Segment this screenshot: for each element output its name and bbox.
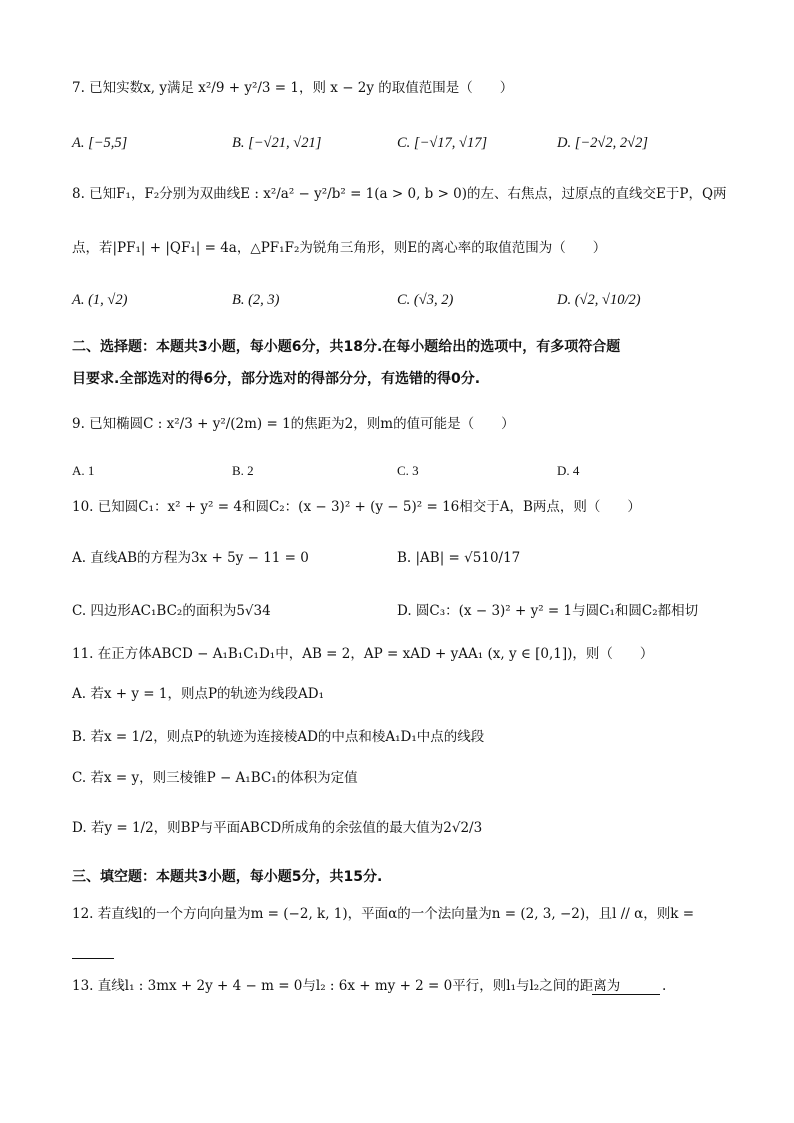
q8-stem-line1: 8. 已知F₁，F₂分别为双曲线E : x²/a² − y²/b² = 1(a > 0, b > 0)的左、右焦点，过原点的直线交E于P，Q两 (72, 186, 727, 202)
q10-option-d: D. 圆C₃：(x − 3)² + y² = 1与圆C₁和圆C₂都相切 (397, 603, 699, 619)
q8-option-d: D. (√2, √10/2) (557, 292, 641, 308)
q10-option-c: C. 四边形AC₁BC₂的面积为5√34 (72, 603, 271, 619)
q7-stem: 7. 已知实数x, y满足 x²/9 + y²/3 = 1，则 x − 2y 的取值范围是（ ） (72, 80, 514, 96)
q9-stem: 9. 已知椭圆C : x²/3 + y²/(2m) = 1的焦距为2，则m的值可能是（ ） (72, 416, 515, 432)
q13-stem: 13. 直线l₁ : 3mx + 2y + 4 − m = 0与l₂ : 6x + my + 2 = 0平行，则l₁与l₂之间的距离为 (72, 978, 621, 994)
q12-stem: 12. 若直线l的一个方向向量为m = (−2, k, 1)，平面α的一个法向量为n = (2, 3, −2)，且l // α，则k = (72, 906, 695, 922)
q11-option-a: A. 若x + y = 1，则点P的轨迹为线段AD₁ (72, 686, 325, 702)
q11-option-b: B. 若x = 1/2，则点P的轨迹为连接棱AD的中点和棱A₁D₁中点的线段 (72, 729, 485, 745)
q9-option-a: A. 1 (72, 463, 95, 478)
q7-option-c: C. [−√17, √17] (397, 135, 488, 151)
q11-option-c: C. 若x = y，则三棱锥P − A₁BC₁的体积为定值 (72, 770, 358, 786)
q11-option-d: D. 若y = 1/2，则BP与平面ABCD所成角的余弦值的最大值为2√2/3 (72, 820, 483, 836)
q7-option-a: A. [−5,5] (72, 135, 128, 151)
section2-heading-line1: 二、选择题：本题共3小题，每小题6分，共18分.在每小题给出的选项中，有多项符合题 (72, 339, 621, 355)
q7-option-d: D. [−2√2, 2√2] (557, 135, 648, 151)
q10-option-b: B. |AB| = √510/17 (397, 550, 521, 566)
q8-option-c: C. (√3, 2) (397, 292, 454, 308)
q13-answer-blank[interactable] (592, 980, 660, 995)
q11-stem: 11. 在正方体ABCD − A₁B₁C₁D₁中，AB = 2，AP = xAD + yAA₁ (x, y ∈ [0,1])，则（ ） (72, 646, 654, 662)
q8-option-a: A. (1, √2) (72, 292, 128, 308)
section2-heading-line2: 目要求.全部选对的得6分，部分选对的得部分分，有选错的得0分. (72, 371, 481, 387)
q9-option-b: B. 2 (232, 463, 254, 478)
q12-answer-blank[interactable] (72, 944, 114, 959)
q13-period: . (662, 978, 667, 994)
q8-option-b: B. (2, 3) (232, 292, 280, 308)
q9-option-c: C. 3 (397, 463, 419, 478)
q10-stem: 10. 已知圆C₁：x² + y² = 4和圆C₂：(x − 3)² + (y − 5)² = 16相交于A，B两点，则（ ） (72, 499, 641, 515)
q7-option-b: B. [−√21, √21] (232, 135, 322, 151)
q8-stem-line2: 点，若|PF₁| + |QF₁| = 4a，△PF₁F₂为锐角三角形，则E的离心率的取值范围为（ ） (72, 240, 607, 256)
q10-option-a: A. 直线AB的方程为3x + 5y − 11 = 0 (72, 550, 309, 566)
section3-heading: 三、填空题：本题共3小题，每小题5分，共15分. (72, 869, 383, 885)
q9-option-d: D. 4 (557, 463, 580, 478)
